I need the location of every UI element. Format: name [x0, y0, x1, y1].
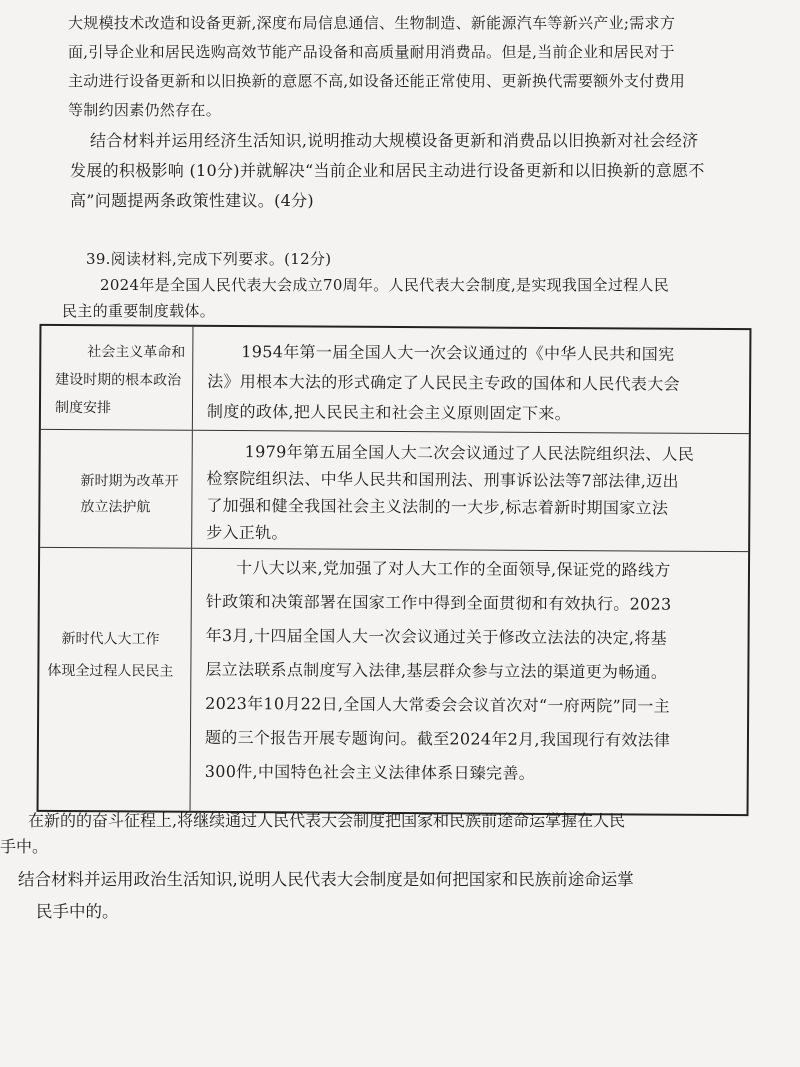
row-content-line: 十八大以来,党加强了对人大工作的全面领导,保证党的路线方 [235, 558, 671, 580]
row-content-line: 300件,中国特色社会主义法律体系日臻完善。 [204, 761, 536, 783]
row-label-line: 放立法护航 [80, 499, 151, 516]
task-line: 高”问题提两条政策性建议。(4分) [70, 191, 314, 210]
task-line: 发展的积极影响 (10分)并就解决“当前企业和居民主动进行设备更新和以旧换新的意愿不 [70, 161, 705, 180]
row-label-cell [39, 548, 193, 811]
row-content-line: 步入正轨。 [206, 522, 288, 543]
row-content-line: 题的三个报告开展专题询问。截至2024年2月,我国现行有效法律 [204, 727, 671, 750]
after-line: 手中。 [0, 837, 49, 856]
row-label-line: 制度安排 [54, 399, 112, 417]
task-line: 结合材料并运用政治生活知识,说明人民代表大会制度是如何把国家和民族前途命运掌 [18, 870, 634, 889]
material-line: 等制约因素仍然存在。 [68, 101, 222, 119]
intro-line: 民主的重要制度载体。 [62, 302, 216, 320]
row-content-line: 2023年10月22日,全国人大常委会会议首次对“一府两院”同一主 [205, 693, 671, 716]
row-content-line: 了加强和健全我国社会主义法制的一大步,标志着新时期国家立法 [206, 495, 669, 518]
task-line: 民手中的。 [36, 902, 119, 921]
intro-line: 2024年是全国人民代表大会成立70周年。人民代表大会制度,是实现我国全过程人民 [100, 276, 670, 294]
table-row [40, 430, 749, 552]
row-content-line: 检察院组织法、中华人民共和国刑法、刑事诉讼法等7部法律,迈出 [206, 468, 679, 491]
row-label-line: 社会主义革命和 [87, 344, 186, 361]
row-content-line: 制度的政体,把人民民主和社会主义原则固定下来。 [206, 401, 572, 424]
row-label-line: 建设时期的根本政治 [55, 371, 182, 389]
row-label-line: 体现全过程人民民主 [47, 662, 174, 680]
row-label-cell [41, 326, 194, 430]
row-content-line: 1954年第一届全国人大一次会议通过的《中华人民共和国宪 [241, 342, 675, 364]
after-line: 在新的的奋斗征程上,将继续通过人民代表大会制度把国家和民族前途命运掌握在人民 [28, 811, 626, 830]
question-heading: 39.阅读材料,完成下列要求。(12分) [86, 250, 332, 268]
table-row [41, 326, 750, 434]
table-row [39, 548, 749, 814]
row-label-line: 新时代人大工作 [61, 630, 160, 648]
material-table [37, 324, 752, 816]
row-label-cell [40, 430, 193, 548]
material-line: 主动进行设备更新和以旧换新的意愿不高,如设备还能正常使用、更新换代需要额外支付费用 [68, 72, 686, 90]
row-content-line: 针政策和决策部署在国家工作中得到全面贯彻和有效执行。2023 [205, 591, 672, 614]
material-line: 大规模技术改造和设备更新,深度布局信息通信、生物制造、新能源汽车等新兴产业;需求方 [68, 14, 676, 32]
row-content-line: 法》用根本大法的形式确定了人民民主专政的国体和人民代表大会 [207, 371, 680, 394]
material-line: 面,引导企业和居民选购高效节能产品设备和高质量耐用消费品。但是,当前企业和居民对于 [68, 43, 675, 61]
task-line: 结合材料并运用经济生活知识,说明推动大规模设备更新和消费品以旧换新对社会经济 [90, 131, 699, 150]
row-content-line: 层立法联系点制度写入法律,基层群众参与立法的渠道更为畅通。 [205, 659, 668, 682]
row-content-line: 年3月,十四届全国人大一次会议通过关于修改立法法的决定,将基 [205, 625, 668, 648]
row-content-line: 1979年第五届全国人大二次会议通过了人民法院组织法、人民 [244, 442, 695, 464]
row-label-line: 新时期为改革开 [80, 473, 179, 490]
